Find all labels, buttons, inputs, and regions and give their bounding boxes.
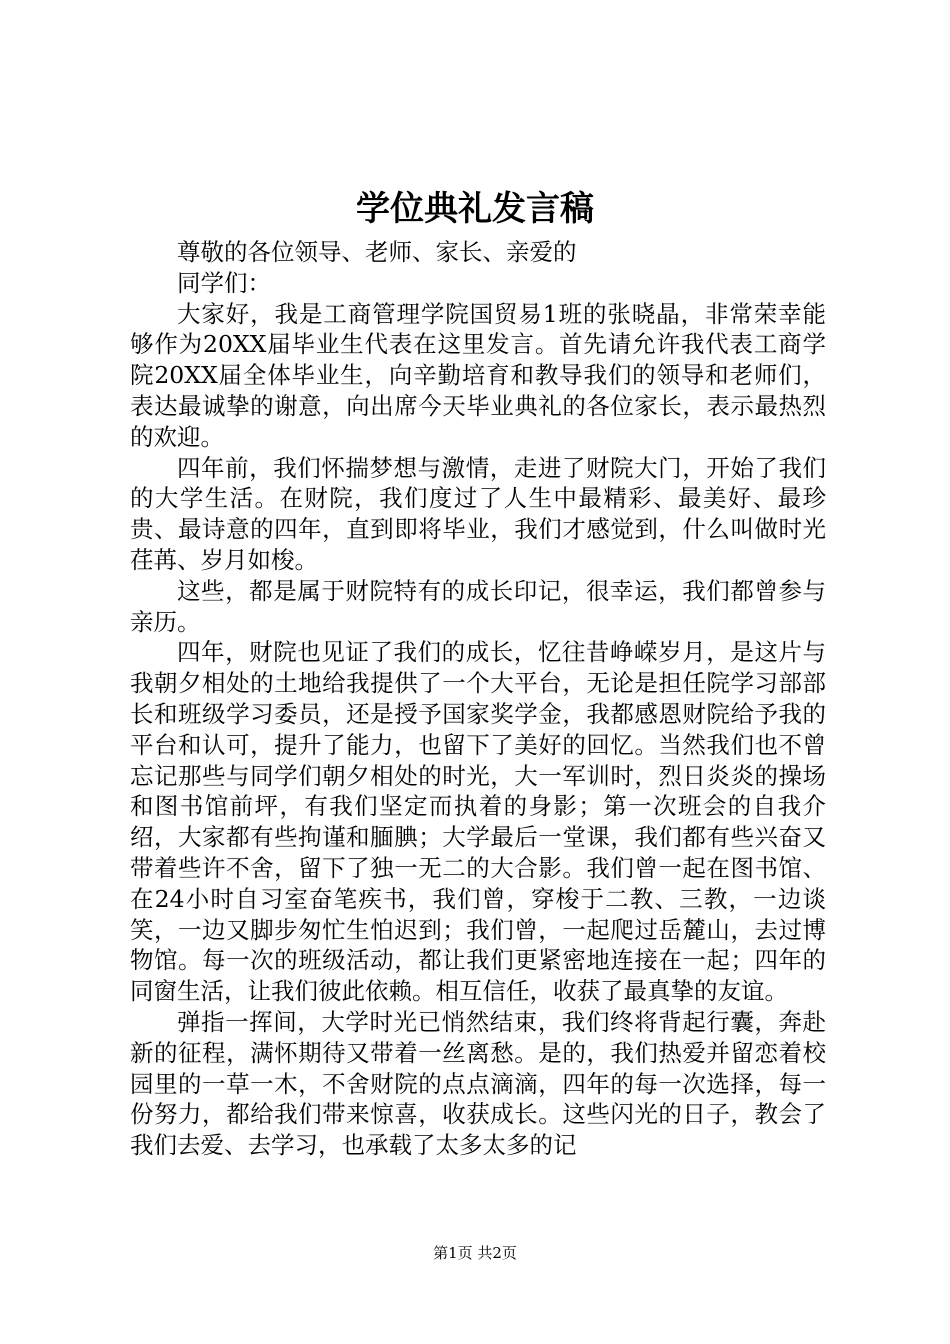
page-footer: 第1页 共2页 — [433, 1244, 517, 1262]
salutation-line: 同学们： — [177, 268, 271, 297]
body-paragraph: 四年，财院也见证了我们的成长，忆往昔峥嵘岁月，是这片与我朝夕相处的土地给我提供了一个大平台，无论是担任院学习部部长和班级学习委员，还是授予国家奖学金，我都感恩财院给予我的平台和认可，提升了能力，也留下了美好的回忆。当然我们也不曾忘记那些与同学们朝夕相处的时光，大一军训时，烈日炎炎的操场和图书馆前坪，有我们坚定而执着的身影；第一次班会的自我介绍，大家都有些拘谨和腼腆；大学最后一堂课，我们都有些兴奋又带着些许不舍，留下了独一无二的大合影。我们曾一起在图书馆、在24小时自习室奋笔疾书，我们曾，穿梭于二教、三教，一边谈笑，一边又脚步匆忙生怕迟到；我们曾，一起爬过岳麓山，去过博物馆。每一次的班级活动，都让我们更紧密地连接在一起；四年的同窗生活，让我们彼此依赖。相互信任，收获了最真挚的友谊。 — [130, 638, 826, 1006]
document-title: 学位典礼发言稿 — [356, 189, 594, 229]
body-paragraph: 四年前，我们怀揣梦想与激情，走进了财院大门，开始了我们的大学生活。在财院，我们度过了人生中最精彩、最美好、最珍贵、最诗意的四年，直到即将毕业，我们才感觉到，什么叫做时光荏苒、岁月如梭。 — [130, 453, 826, 574]
body-paragraph: 这些，都是属于财院特有的成长印记，很幸运，我们都曾参与亲历。 — [130, 576, 826, 636]
body-paragraph: 大家好，我是工商管理学院国贸易1班的张晓晶，非常荣幸能够作为20XX届毕业生代表在这里发言。首先请允许我代表工商学院20XX届全体毕业生，向辛勤培育和教导我们的领导和老师们，表达最诚挚的谢意，向出席今天毕业典礼的各位家长，表示最热烈的欢迎。 — [130, 299, 826, 451]
salutation-line: 尊敬的各位领导、老师、家长、亲爱的 — [177, 238, 577, 266]
document-body — [130, 237, 826, 1161]
body-paragraph: 弹指一挥间，大学时光已悄然结束，我们终将背起行囊，奔赴新的征程，满怀期待又带着一丝离愁。是的，我们热爱并留恋着校园里的一草一木，不舍财院的点点滴滴，四年的每一次选择，每一份努力，都给我们带来惊喜，收获成长。这些闪光的日子，教会了我们去爱、去学习，也承载了太多太多的记 — [130, 1007, 826, 1160]
